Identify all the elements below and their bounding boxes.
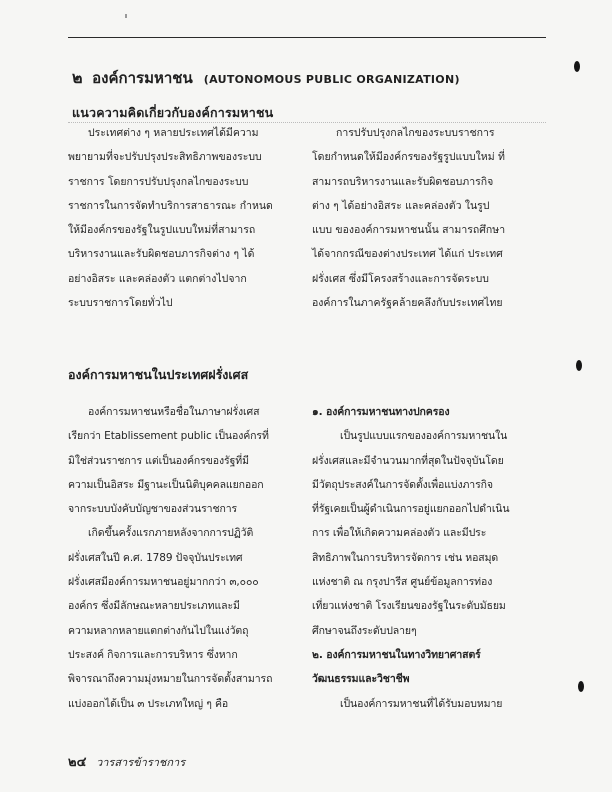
paragraph-line: สามารถบริหารงานและรับผิดชอบภารกิจ <box>312 175 494 188</box>
paragraph-line: ต่าง ๆ ได้อย่างอิสระ และคล่องตัว ในรูป <box>312 199 490 212</box>
paragraph-line: ประเทศต่าง ๆ หลายประเทศได้มีความ <box>88 127 259 139</box>
paragraph-line: เกิดขึ้นครั้งแรกภายหลังจากการปฏิวัติ <box>88 527 254 540</box>
paragraph-line: ศึกษาจนถึงระดับปลายๆ <box>312 624 417 637</box>
paragraph-line: พยายามที่จะปรับปรุงประสิทธิภาพของระบบ <box>68 151 262 164</box>
paragraph-line: องค์การมหาชนหรือชื่อในภาษาฝรั่งเศส <box>88 406 260 418</box>
paragraph-line: ฝรั่งเศสและมีจำนวนมากที่สุดในปัจจุบันโดย <box>312 454 504 467</box>
paragraph-line: พิจารณาถึงความมุ่งหมายในการจัดตั้งสามารถ <box>68 673 273 686</box>
paragraph-line: มิใช่ส่วนราชการ แต่เป็นองค์กรของรัฐที่มี <box>68 454 249 467</box>
paragraph-line: ฝรั่งเศส ซึ่งมีโครงสร้างและการจัดระบบ <box>312 272 489 285</box>
paragraph-line: โดยกำหนดให้มีองค์กรของรัฐรูปแบบใหม่ ที่ <box>312 151 505 164</box>
france-left-column <box>68 400 303 716</box>
paragraph-line: แบบ ขององค์การมหาชนนั้น สามารถศึกษา <box>312 224 506 237</box>
paragraph-line: ระบบราชการโดยทั่วไป <box>68 297 173 310</box>
page-number: ๒๔ <box>68 755 87 770</box>
paragraph-line: ที่รัฐเคยเป็นผู้ดำเนินการอยู่แยกออกไปดำเนิน <box>312 503 510 516</box>
paragraph-line: ได้จากกรณีของต่างประเทศ ได้แก่ ประเทศ <box>312 248 503 261</box>
section-number: ๒ <box>72 68 84 87</box>
paragraph-line: เป็นองค์การมหาชนที่ได้รับมอบหมาย <box>340 697 503 710</box>
paragraph-line: ประสงค์ กิจการและการบริหาร ซึ่งหาก <box>68 648 238 661</box>
paragraph-line: อย่างอิสระ และคล่องตัว แตกต่างไปจาก <box>68 272 247 285</box>
paragraph-line: แห่งชาติ ณ กรุงปารีส ศูนย์ข้อมูลการท่อง <box>312 576 493 589</box>
paragraph-line: การ เพื่อให้เกิดความคล่องตัว และมีประ <box>312 527 487 540</box>
paragraph-line: จากระบบบังคับบัญชาของส่วนราชการ <box>68 503 238 516</box>
paragraph-line: ราชการในการจัดทำบริการสาธารณะ กำหนด <box>68 199 273 212</box>
journal-name: วารสารข้าราชการ <box>96 756 186 769</box>
list-heading-science-culture-cont: วัฒนธรรมและวิชาชีพ <box>312 673 410 686</box>
binding-hole-mark <box>578 681 584 692</box>
paragraph-line: เรียกว่า Etablissement public เป็นองค์กรที่ <box>68 430 269 443</box>
paragraph-line: เป็นรูปแบบแรกขององค์การมหาชนใน <box>340 430 508 443</box>
page-footer <box>68 751 185 772</box>
paragraph-line: สิทธิภาพในการบริหารจัดการ เช่น หอสมุด <box>312 551 499 564</box>
binding-hole-mark <box>576 360 582 371</box>
france-right-column <box>312 400 547 716</box>
list-heading-administrative: ๑. องค์การมหาชนทางปกครอง <box>312 406 450 418</box>
paragraph-line: มีวัตถุประสงค์ในการจัดตั้งเพื่อแบ่งภารกิจ <box>312 478 493 491</box>
top-rule <box>68 37 546 38</box>
scan-mark <box>125 14 127 18</box>
paragraph-line: ความหลากหลายแตกต่างกันไปในแง่วัตถุ <box>68 624 249 637</box>
binding-hole-mark <box>574 61 580 72</box>
paragraph-line: เที่ยวแห่งชาติ โรงเรียนของรัฐในระดับมัธยม <box>312 600 506 613</box>
section-title-en: (AUTONOMOUS PUBLIC ORGANIZATION) <box>203 73 460 86</box>
paragraph-line: ราชการ โดยการปรับปรุงกลไกของระบบ <box>68 175 249 188</box>
paragraph-line: ความเป็นอิสระ มีฐานะเป็นนิติบุคคลแยกออก <box>68 478 264 491</box>
paragraph-line: แบ่งออกได้เป็น ๓ ประเภทใหญ่ ๆ คือ <box>68 697 229 710</box>
paragraph-line: ฝรั่งเศสมีองค์การมหาชนอยู่มากกว่า ๓,๐๐๐ <box>68 576 259 589</box>
concept-right-column <box>312 121 542 315</box>
paragraph-line: องค์กร ซึ่งมีลักษณะหลายประเภทและมี <box>68 600 240 613</box>
concept-left-column <box>68 121 283 315</box>
paragraph-line: การปรับปรุงกลไกของระบบราชการ <box>336 127 495 139</box>
paragraph-line: องค์การในภาครัฐคล้ายคลึงกับประเทศไทย <box>312 297 503 310</box>
section-title-th: องค์การมหาชน <box>92 69 193 87</box>
paragraph-line: ให้มีองค์กรของรัฐในรูปแบบใหม่ที่สามารถ <box>68 224 256 237</box>
section-heading <box>72 66 460 91</box>
list-heading-science-culture: ๒. องค์การมหาชนในทางวิทยาศาสตร์ <box>312 648 481 661</box>
subheading-concept: แนวความคิดเกี่ยวกับองค์การมหาชน <box>72 105 274 120</box>
paragraph-line: ฝรั่งเศสในปี ค.ศ. 1789 ปัจจุบันประเทศ <box>68 551 243 564</box>
paragraph-line: บริหารงานและรับผิดชอบภารกิจต่าง ๆ ได้ <box>68 248 255 261</box>
subheading-france: องค์การมหาชนในประเทศฝรั่งเศส <box>68 367 249 382</box>
